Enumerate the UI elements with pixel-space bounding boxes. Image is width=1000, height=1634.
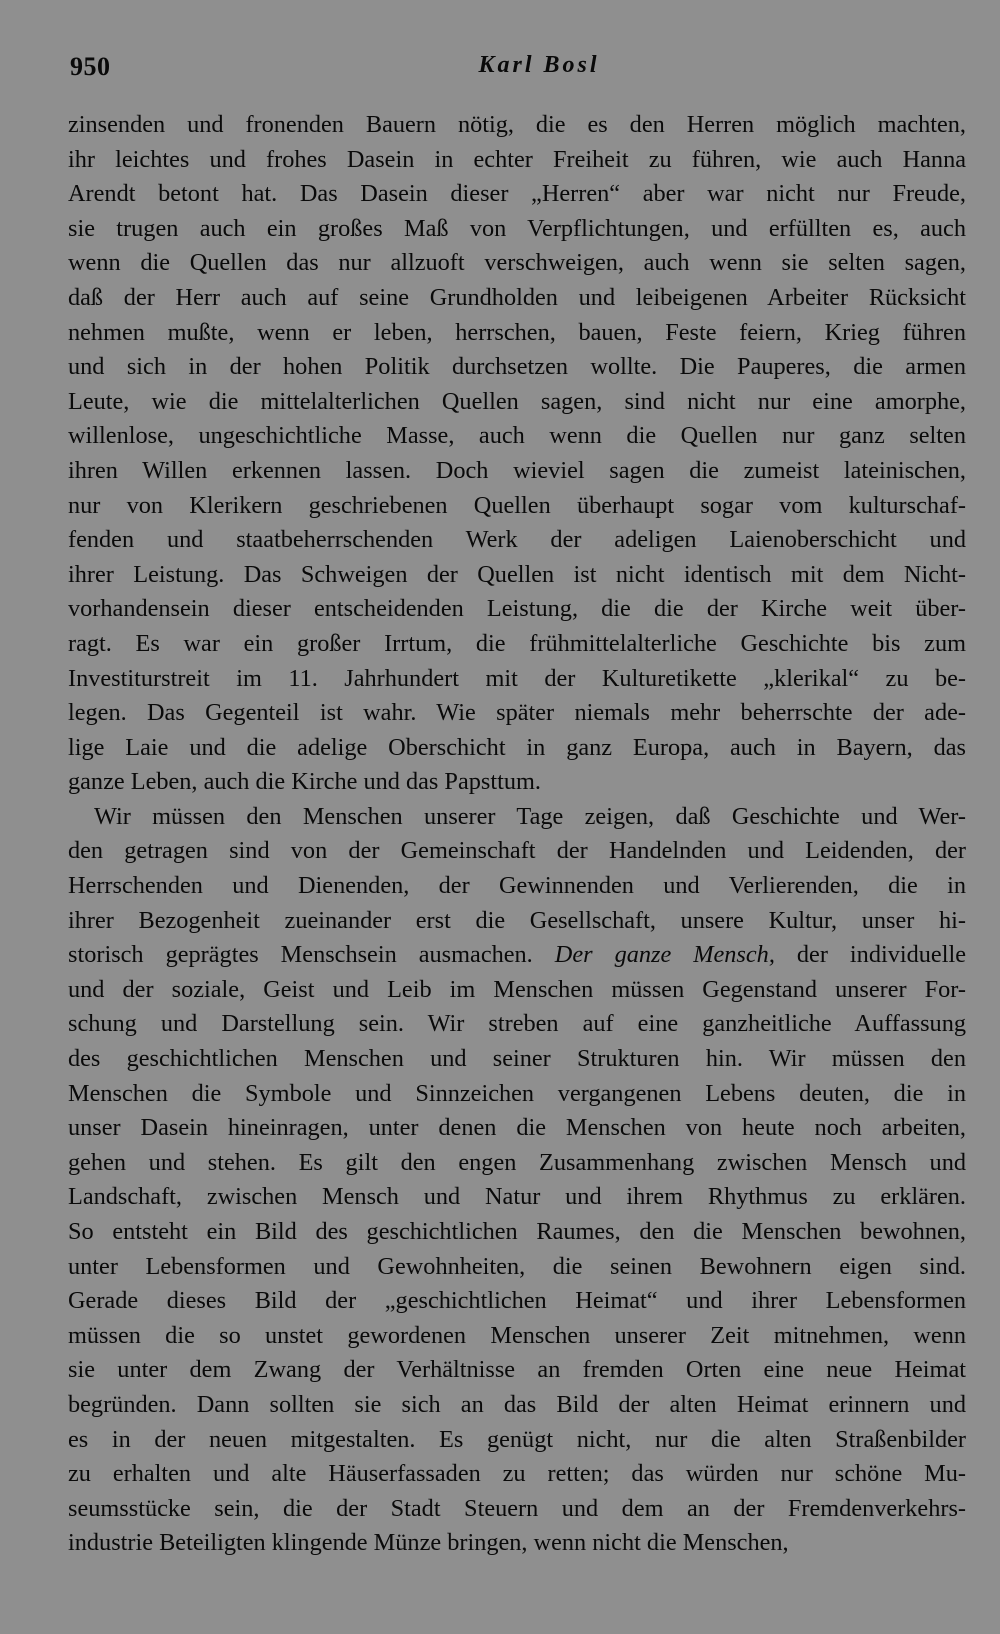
text-line: zinsenden und fronenden Bauern nötig, die es den Herren möglich machten, (68, 111, 966, 138)
paragraph-1 (68, 108, 966, 800)
text-line: zu erhalten und alte Häuserfassaden zu retten; das würden nur schöne Mu- (68, 1460, 966, 1488)
page-number: 950 (70, 52, 111, 81)
emphasis-text: Der ganze Mensch, (554, 941, 775, 969)
text-line: gehen und stehen. Es gilt den engen Zusammenhang zwischen Mensch und (68, 1148, 966, 1176)
text-line: begründen. Dann sollten sie sich an das Bild der alten Heimat erinnern und (68, 1390, 966, 1418)
text-line: Wir müssen den Menschen unserer Tage zeigen, daß Geschichte und Wer- (94, 802, 966, 830)
text-line: Investiturstreit im 11. Jahrhundert mit der Kulturetikette „klerikal“ zu be- (68, 664, 966, 692)
text-line: und sich in der hohen Politik durchsetzen wollte. Die Pauperes, die armen (68, 353, 966, 381)
text-line: den getragen sind von der Gemeinschaft der Handelnden und Leidenden, der (68, 837, 966, 865)
text-line: vorhandensein dieser entscheidenden Leistung, die die der Kirche weit über- (68, 595, 966, 623)
text-segment: der individuelle (796, 941, 966, 969)
text-line: müssen die so unstet gewordenen Menschen unserer Zeit mitnehmen, wenn (68, 1321, 966, 1349)
page-header (70, 52, 968, 92)
text-line: ragt. Es war ein großer Irrtum, die frühmittelalterliche Geschichte bis zum (68, 629, 966, 657)
text-line: seumsstücke sein, die der Stadt Steuern und dem an der Fremdenverkehrs- (68, 1494, 966, 1522)
text-line: und der soziale, Geist und Leib im Menschen müssen Gegenstand unserer For- (68, 975, 966, 1003)
text-line: unser Dasein hineinragen, unter denen die Menschen von heute noch arbeiten, (68, 1114, 966, 1142)
text-line: industrie Beteiligten klingende Münze bringen, wenn nicht die Menschen, (68, 1529, 789, 1557)
text-line: legen. Das Gegenteil ist wahr. Wie später niemals mehr beherrschte der ade- (68, 699, 966, 727)
text-line: willenlose, ungeschichtliche Masse, auch wenn die Quellen nur ganz selten (68, 422, 966, 450)
text-line: nur von Klerikern geschriebenen Quellen überhaupt sogar vom kulturschaf- (68, 491, 966, 519)
text-line: lige Laie und die adelige Oberschicht in ganz Europa, auch in Bayern, das (68, 733, 966, 761)
text-line: ganze Leben, auch die Kirche und das Papsttum. (68, 768, 541, 796)
paragraph-2 (68, 800, 966, 1561)
text-segment: storisch geprägtes Menschsein ausmachen. (68, 941, 533, 969)
text-line: schung und Darstellung sein. Wir streben auf eine ganzheitliche Auffassung (68, 1010, 966, 1038)
text-line: ihren Willen erkennen lassen. Doch wieviel sagen die zumeist lateinischen, (68, 456, 966, 484)
text-line (68, 938, 966, 973)
text-line: So entsteht ein Bild des geschichtlichen Raumes, den die Menschen bewohnen, (68, 1218, 966, 1245)
text-line: Arendt betont hat. Das Dasein dieser „Herren“ aber war nicht nur Freude, (68, 180, 966, 208)
text-line: Leute, wie die mittelalterlichen Quellen sagen, sind nicht nur eine amorphe, (68, 387, 966, 415)
text-line: sie trugen auch ein großes Maß von Verpflichtungen, und erfüllten es, auch (68, 214, 966, 242)
text-line: fenden und staatbeherrschenden Werk der adeligen Laienoberschicht und (68, 526, 966, 554)
text-line: des geschichtlichen Menschen und seiner Strukturen hin. Wir müssen den (68, 1045, 966, 1073)
text-line: Menschen die Symbole und Sinnzeichen vergangenen Lebens deuten, die in (68, 1079, 966, 1107)
text-line: Gerade dieses Bild der „geschichtlichen Heimat“ und ihrer Lebensformen (68, 1287, 966, 1315)
text-line: sie unter dem Zwang der Verhältnisse an fremden Orten eine neue Heimat (68, 1356, 966, 1384)
text-line: ihrer Bezogenheit zueinander erst die Gesellschaft, unsere Kultur, unser hi- (68, 906, 966, 934)
text-line: daß der Herr auch auf seine Grundholden und leibeigenen Arbeiter Rücksicht (68, 283, 966, 311)
running-head-author: Karl Bosl (478, 52, 600, 78)
text-line: Landschaft, zwischen Mensch und Natur und ihrem Rhythmus zu erklären. (68, 1183, 966, 1211)
text-line: es in der neuen mitgestalten. Es genügt nicht, nur die alten Straßenbilder (68, 1425, 966, 1453)
text-line: unter Lebensformen und Gewohnheiten, die seinen Bewohnern eigen sind. (68, 1252, 966, 1280)
text-line: ihr leichtes und frohes Dasein in echter Freiheit zu führen, wie auch Hanna (68, 145, 966, 173)
body-text (68, 108, 966, 1561)
text-line: wenn die Quellen das nur allzuoft verschweigen, auch wenn sie selten sagen, (68, 249, 966, 277)
text-line: Herrschenden und Dienenden, der Gewinnenden und Verlierenden, die in (68, 872, 966, 900)
text-line: nehmen mußte, wenn er leben, herrschen, bauen, Feste feiern, Krieg führen (68, 318, 966, 346)
text-line: ihrer Leistung. Das Schweigen der Quellen ist nicht identisch mit dem Nicht- (68, 560, 966, 588)
